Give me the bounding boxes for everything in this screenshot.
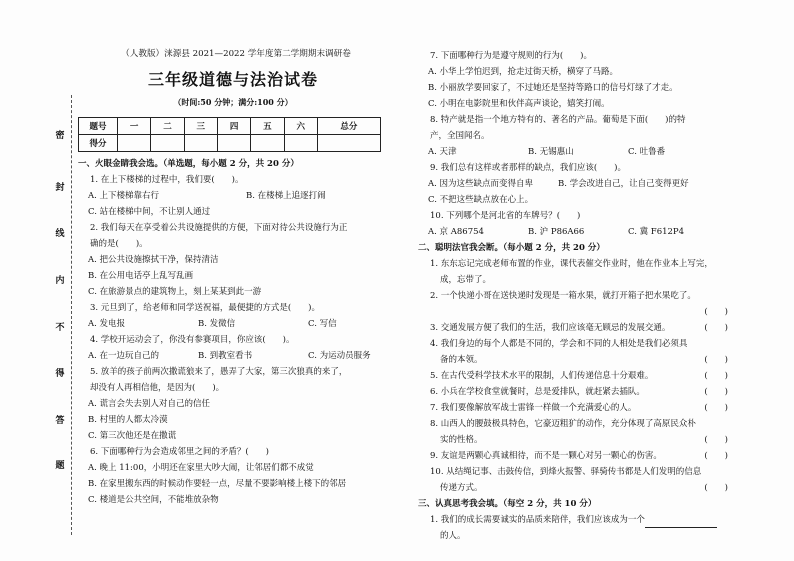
score-cell: 题号 xyxy=(79,118,118,135)
question-stem: 产，全国闻名。 xyxy=(430,131,490,141)
score-cell: 总分 xyxy=(317,118,380,135)
option: A. 在一边玩自己的 xyxy=(88,351,160,361)
question-stem: 1. 在上下楼梯的过程中，我们要( )。 xyxy=(90,175,244,185)
section-heading: 二、聪明法官我会断。（每小题 2 分，共 20 分） xyxy=(418,243,605,253)
judgement-item xyxy=(418,336,728,368)
score-cell: 三 xyxy=(184,118,217,135)
score-cell: 二 xyxy=(151,118,184,135)
score-table xyxy=(78,117,381,152)
right-column xyxy=(418,48,728,544)
score-table-header-row xyxy=(79,118,381,135)
score-cell: 得分 xyxy=(79,135,118,152)
exam-time-score: （时间:50 分钟；满分:100 分） xyxy=(173,97,293,107)
score-cell: 四 xyxy=(217,118,250,135)
option: B. 无锡惠山 xyxy=(528,147,574,157)
judgement-text: 4. 我们身边的每个人都是不同的，学会和不同的人相处是我们必须具 xyxy=(430,339,688,349)
option-row xyxy=(418,144,728,160)
judgement-text: 成，忘带了。 xyxy=(440,275,492,285)
judgement-text: 7. 我们要像解放军战士雷锋一样做一个充满爱心的人。 ( ) xyxy=(418,400,728,416)
score-entry[interactable] xyxy=(184,135,217,152)
option: A. 京 A86754 xyxy=(428,227,484,237)
section-heading: 三、认真思考我会填。（每空 2 分，共 10 分） xyxy=(418,499,597,509)
option-row xyxy=(418,176,728,192)
question-stem: 3. 元旦到了，给老师和同学送祝福，最便捷的方式是( )。 xyxy=(90,303,320,313)
option: C. 不把这些缺点放在心上。 xyxy=(428,195,534,205)
judgement-item xyxy=(418,448,728,464)
option-row xyxy=(78,188,388,204)
judgement-text: 9. 友谊是两颗心真诚相待，而不是一颗心对另一颗心的伤害。 ( ) xyxy=(418,448,728,464)
option: B. 村里的人都太冷漠 xyxy=(88,415,168,425)
question-stem: 确的是( )。 xyxy=(90,239,148,249)
exam-title: 三年级道德与法治试卷 xyxy=(147,70,318,89)
judgement-text: 实的性格。 ( ) xyxy=(418,432,728,448)
option: B. 在公用电话亭上乱写乱画 xyxy=(88,271,194,281)
judgement-text: 5. 在古代受科学技术水平的限制，人们传递信息十分艰难。 ( ) xyxy=(418,368,728,384)
score-entry[interactable] xyxy=(251,135,284,152)
question-stem: 4. 学校开运动会了，你没有参赛项目，你应该( )。 xyxy=(90,335,295,345)
answer-parentheses[interactable]: ( ) xyxy=(704,307,728,317)
option: B. 到教室看书 xyxy=(198,351,253,361)
section-heading: 一、火眼金睛我会选。（单选题，每小题 2 分，共 20 分） xyxy=(78,159,299,169)
question-stem: 5. 放羊的孩子前两次撒谎狼来了，愚弄了大家，第三次狼真的来了， xyxy=(90,367,348,377)
score-entry[interactable] xyxy=(284,135,317,152)
score-entry[interactable] xyxy=(118,135,151,152)
judgement-item xyxy=(418,384,728,400)
question-stem: 6. 下面哪种行为会造成邻里之间的矛盾？( ) xyxy=(90,447,269,457)
judgement-item xyxy=(418,416,728,448)
binding-char: 答 xyxy=(55,416,65,426)
judgement-item xyxy=(418,256,728,288)
answer-parentheses[interactable]: ( ) xyxy=(704,355,728,365)
option: C. 吐鲁番 xyxy=(628,147,666,157)
judgement-item xyxy=(418,400,728,416)
judgement-item xyxy=(418,464,728,496)
question-stem: 却没有人再相信他，是因为( )。 xyxy=(90,383,225,393)
option: B. 在楼梯上追逐打闹 xyxy=(246,191,326,201)
judgement-text: 备的本领。 ( ) xyxy=(418,352,728,368)
question-stem: 7. 下面哪种行为是遵守规则的行为( )。 xyxy=(430,51,592,61)
option: B. 小丽放学要回家了，不过她还是坚持等路口的信号灯绿了才走。 xyxy=(428,83,678,93)
answer-parentheses[interactable]: ( ) xyxy=(704,451,728,461)
option: C. 小明在电影院里和伙伴高声谈论，嬉笑打闹。 xyxy=(428,99,610,109)
score-entry[interactable] xyxy=(151,135,184,152)
option-row xyxy=(78,316,388,332)
binding-char: 密 xyxy=(55,131,65,141)
left-column xyxy=(78,48,388,508)
option: A. 把公共设施擦拭干净，保持清洁 xyxy=(88,255,219,265)
question-stem: 10. 下列哪个是河北省的车牌号？( ) xyxy=(430,211,581,221)
option: A. 因为这些缺点而变得自卑 xyxy=(428,179,534,189)
binding-char: 得 xyxy=(55,369,65,379)
option: B. 学会改进自己，让自己变得更好 xyxy=(558,179,689,189)
binding-char: 内 xyxy=(55,276,65,286)
judgement-item xyxy=(418,288,728,320)
option: A. 发电报 xyxy=(88,319,126,329)
option: A. 天津 xyxy=(428,147,457,157)
answer-parentheses[interactable]: ( ) xyxy=(704,435,728,445)
option: C. 为运动员服务 xyxy=(308,351,371,361)
judgement-item xyxy=(418,320,728,336)
score-table-score-row xyxy=(79,135,381,152)
option: B. 沪 P86A66 xyxy=(528,227,585,237)
option-row xyxy=(78,348,388,364)
score-entry[interactable] xyxy=(317,135,380,152)
option: C. 冀 F612P4 xyxy=(628,227,685,237)
option: A. 谎言会失去别人对自己的信任 xyxy=(88,399,211,409)
option: C. 楼道是公共空间，不能堆放杂物 xyxy=(88,495,219,505)
option: A. 晚上 11:00，小明还在家里大吵大闹，让邻居们都不成觉 xyxy=(88,463,314,473)
judgement-item xyxy=(418,368,728,384)
question-stem: 9. 我们总有这样或者那样的缺点，我们应该( )。 xyxy=(430,163,626,173)
judgement-text: 1. 东东忘记完成老师布置的作业，课代表催交作业时，他在作业本上写完， xyxy=(430,259,713,269)
score-cell: 五 xyxy=(251,118,284,135)
option: B. 发微信 xyxy=(198,319,236,329)
option: C. 第三次他还是在撒谎 xyxy=(88,431,177,441)
judgement-text: 8. 山西人的腰鼓极具特色，它豪迈粗犷的动作，充分体现了高原民众朴 xyxy=(430,419,696,429)
answer-parentheses[interactable]: ( ) xyxy=(704,403,728,413)
answer-parentheses[interactable]: ( ) xyxy=(704,323,728,333)
fill-blank[interactable] xyxy=(645,517,717,528)
binding-char: 线 xyxy=(55,229,65,239)
score-cell: 一 xyxy=(118,118,151,135)
binding-char: 不 xyxy=(55,323,65,333)
score-entry[interactable] xyxy=(217,135,250,152)
answer-parentheses[interactable]: ( ) xyxy=(704,483,728,493)
answer-parentheses[interactable]: ( ) xyxy=(704,387,728,397)
judgement-text: 2. 一个快递小哥在送快递时发现是一箱水果，就打开箱子把水果吃了。 xyxy=(430,291,696,301)
option: B. 在家里搬东西的时候动作要轻一点，尽量不要影响楼上楼下的邻居 xyxy=(88,479,347,489)
answer-parentheses[interactable]: ( ) xyxy=(704,371,728,381)
fill-question-cont: 的人。 xyxy=(440,531,466,541)
question-stem: 2. 我们每天在享受着公共设施提供的方便，下面对待公共设施行为正 xyxy=(90,223,348,233)
binding-char: 封 xyxy=(55,183,65,193)
judgement-text: 3. 交通发展方便了我们的生活，我们应该毫无顾忌的发展交通。 ( ) xyxy=(418,320,728,336)
judgement-text: 传递方式。 ( ) xyxy=(418,480,728,496)
binding-char: 题 xyxy=(55,461,65,471)
binding-dashed-line xyxy=(71,95,72,535)
option: A. 小华上学怕迟到，抢走过街天桥，横穿了马路。 xyxy=(428,67,619,77)
option: C. 在旅游景点的建筑物上，刻上某某到此一游 xyxy=(88,287,262,297)
judgement-answer-row xyxy=(418,304,728,320)
question-stem: 8. 特产就是指一个地方特有的、著名的产品。葡萄是下面( )的特 xyxy=(430,115,686,125)
option-row xyxy=(418,224,728,240)
score-cell: 六 xyxy=(284,118,317,135)
judgement-text: 10. 从结绳记事、击鼓传信，到烽火报警、驿骑传书都是人们发明的信息 xyxy=(430,467,702,477)
exam-subtitle: （人教版）涞源县 2021—2022 学年度第二学期期末调研卷 xyxy=(121,49,351,59)
option: C. 站在楼梯中间，不让别人通过 xyxy=(88,207,211,217)
judgement-list xyxy=(418,256,728,496)
option: A. 上下楼梯靠右行 xyxy=(88,191,160,201)
option: C. 写信 xyxy=(308,319,337,329)
judgement-text: 6. 小兵在学校食堂就餐时，总是爱排队，就赶紧去插队。 ( ) xyxy=(418,384,728,400)
fill-question: 1. 我们的成长需要诚实的品质来陪伴，我们应该成为一个 xyxy=(418,512,728,528)
